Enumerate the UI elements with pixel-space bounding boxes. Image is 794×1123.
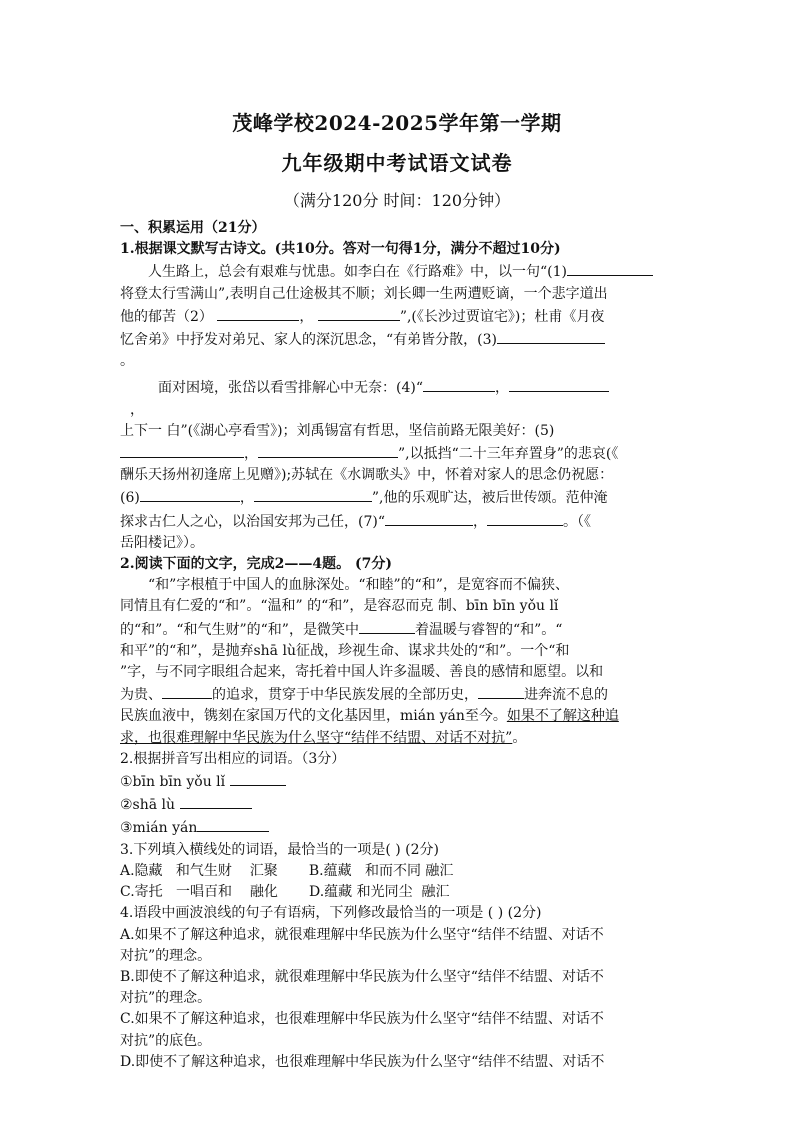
q4-option-c: C.如果不了解这种追求，也很难理解中华民族为什么坚守“结伴不结盟、对话不 <box>120 1011 604 1028</box>
pinyin-item: ②shā lù <box>120 793 675 816</box>
q1-para2-line: 探求古仁人之心，以治国安邦为己任，(7)“ ， 。（《 <box>120 510 675 533</box>
answer-blank[interactable] <box>385 510 473 526</box>
exam-subtitle: 九年级期中考试语文试卷 <box>281 151 513 175</box>
answer-blank[interactable] <box>230 770 286 786</box>
answer-blank[interactable] <box>217 305 299 321</box>
q1-para2-line: ， ”,以抵挡“二十三年弃置身”的悲哀(《 <box>120 442 675 465</box>
q4-option-b: 对抗”的理念。 <box>120 990 212 1007</box>
q1-para2-line: ， <box>130 401 144 418</box>
q1-prompt: 1.根据课文默写古诗文。(共10分。答对一句得1分，满分不超过10分) <box>120 241 561 258</box>
answer-blank[interactable] <box>478 683 524 699</box>
exam-meta: （满分120分 时间：120分钟） <box>283 191 511 210</box>
pinyin-item: ①bīn bīn yǒu lǐ <box>120 770 675 793</box>
passage-line: 同情且有仁爱的“和”。“温和” 的“和”，是容忍而克 制、bīn bīn yǒu lǐ <box>120 598 559 615</box>
q1-para2-line: (6) ， ”,他的乐观旷达，被后世传颂。范仲淹 <box>120 486 675 509</box>
q3-options-row: A.隐藏 和气生财 汇聚 B.蕴藏 和而不同 融汇 <box>120 862 454 879</box>
pinyin-item: ③mián yán <box>120 816 675 839</box>
q4-option-d: D.即使不了解这种追求，也很难理解中华民族为什么坚守“结伴不结盟、对话不 <box>120 1053 605 1070</box>
answer-blank[interactable] <box>180 793 252 809</box>
answer-blank[interactable] <box>120 442 244 458</box>
passage-line: 为贵、 的追求，贯穿于中华民族发展的全部历史， 进奔流不息的 <box>120 683 675 706</box>
section-heading: 一、积累运用（21分） <box>120 220 266 236</box>
q2b-prompt: 2.根据拼音写出相应的词语。（3分） <box>120 750 346 767</box>
wavy-underlined-sentence: 求，也很难理解中华民族为什么坚守“结伴不结盟、对话不对抗” <box>120 729 513 746</box>
q4-option-c: 对抗”的底色。 <box>120 1032 212 1049</box>
q1-para2-line: 上下一 白”(《湖心亭看雪》)；刘禹锡富有哲思，坚信前路无限美好：(5) <box>120 422 555 439</box>
q1-para2-line: 岳阳楼记》）。 <box>120 534 204 551</box>
q4-prompt: 4.语段中画波浪线的句子有语病，下列修改最恰当的一项是 ( ) (2分) <box>120 905 542 922</box>
answer-blank[interactable] <box>254 486 372 502</box>
answer-blank[interactable] <box>258 442 398 458</box>
answer-blank[interactable] <box>140 486 240 502</box>
wavy-underlined-sentence: 如果不了解这种追 <box>506 708 619 725</box>
answer-blank[interactable] <box>162 683 212 699</box>
answer-blank[interactable] <box>487 510 563 526</box>
q1-para1-line: 。 <box>120 353 134 370</box>
q3-prompt: 3.下列填入横线处的词语，最恰当的一项是( ) (2分) <box>120 841 440 858</box>
q2-prompt: 2.阅读下面的文字，完成2——4题。 (7分) <box>120 556 392 573</box>
exam-title: 茂峰学校2024-2025学年第一学期 <box>232 111 562 135</box>
passage-line: ”字，与不同字眼组合起来，寄托着中国人许多温暖、善良的感情和愿望。以和 <box>120 664 604 681</box>
answer-blank[interactable] <box>318 305 400 321</box>
answer-blank[interactable] <box>359 618 415 634</box>
q4-option-a: 对抗”的理念。 <box>120 947 212 964</box>
passage-line: “和”字根植于中国人的血脉深处。“和睦”的“和”，是宽容而不偏狭、 <box>148 577 569 594</box>
passage-line: 和平”的“和”，是抛弃shā lù征战，珍视生命、谋求共处的“和”。一个“和 <box>120 642 570 659</box>
q1-para2-line: 面对困境，张岱以看雪排解心中无奈：(4)“ ， <box>120 376 675 399</box>
passage-line: 的“和”。“和气生财”的“和”，是微笑中 着温暖与睿智的“和”。“ <box>120 618 675 641</box>
exam-content <box>120 218 675 1073</box>
answer-blank[interactable] <box>423 376 495 392</box>
q4-option-a: A.如果不了解这种追求，就很难理解中华民族为什么坚守“结伴不结盟、对话不 <box>120 926 604 943</box>
q1-para2-line: 酬乐天扬州初逢席上见赠》);苏轼在《水调歌头》中，怀着对家人的思念仍祝愿： <box>120 467 614 484</box>
q1-para1-line: 人生路上，总会有艰难与忧患。如李白在《行路难》中，以一句“(1) <box>120 260 675 283</box>
q1-para1-line: 将登太行雪满山”,表明自己仕途极其不顺；刘长卿一生两遭贬谪，一个悲字道出 <box>120 285 608 302</box>
answer-blank[interactable] <box>497 328 605 344</box>
q1-para1-line: 他的郁苦（2） ， ”,(《长沙过贾谊宅》)；杜甫《月夜 <box>120 305 675 328</box>
answer-blank[interactable] <box>567 260 653 276</box>
answer-blank[interactable] <box>509 376 609 392</box>
q1-para1-line: 忆舍弟》中抒发对弟兄、家人的深沉思念，“有弟皆分散，(3) <box>120 328 675 351</box>
q3-options-row: C.寄托 一唱百和 融化 D.蕴藏 和光同尘 融汇 <box>120 884 450 901</box>
passage-line: 求，也很难理解中华民族为什么坚守“结伴不结盟、对话不对抗”。 <box>120 729 527 746</box>
q4-option-b: B.即使不了解这种追求，就很难理解中华民族为什么坚守“结伴不结盟、对话不 <box>120 968 604 985</box>
answer-blank[interactable] <box>197 816 269 832</box>
passage-line: 民族血液中，镌刻在家国万代的文化基因里，mián yán至今。如果不了解这种追 <box>120 708 619 725</box>
